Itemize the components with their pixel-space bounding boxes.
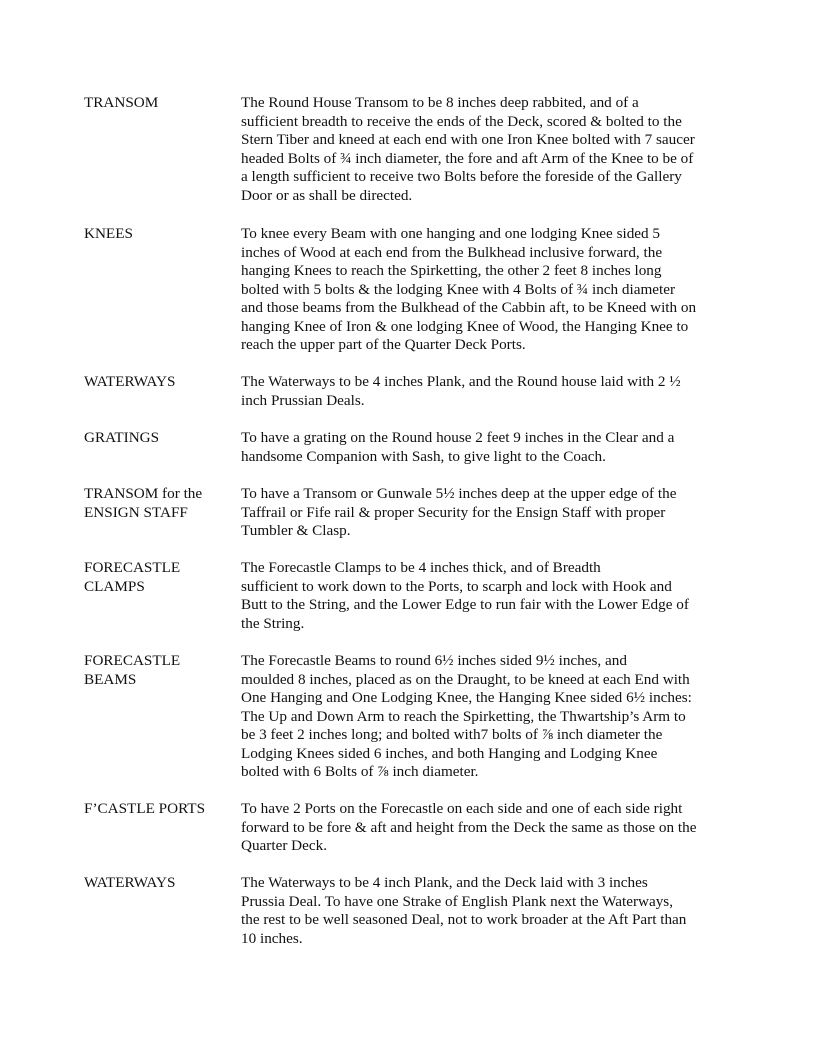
description-line: moulded 8 inches, placed as on the Draught, to be kneed at each End with	[241, 670, 690, 688]
entry-term: F’CASTLE PORTS	[84, 800, 206, 817]
description-line: reach the upper part of the Quarter Deck Ports.	[241, 336, 526, 353]
description-line: hanging Knees to reach the Spirketting, the other 2 feet 8 inches long	[241, 262, 662, 279]
description-line: inch Prussian Deals.	[241, 391, 365, 409]
entry-description	[241, 559, 741, 633]
description-line: 10 inches.	[241, 929, 303, 947]
entry-description	[241, 94, 741, 205]
description-line: To knee every Beam with one hanging and one lodging Knee sided 5	[241, 225, 661, 242]
description-line: and those beams from the Bulkhead of the Cabbin aft, to be Kneed with on	[241, 299, 697, 316]
entry-description	[241, 800, 741, 856]
description-line: forward to be fore & aft and height from the Deck the same as those on the	[241, 818, 697, 836]
entry-description	[241, 874, 741, 948]
description-line: The Waterways to be 4 inch Plank, and the Deck laid with 3 inches	[241, 874, 648, 891]
entry-term: GRATINGS	[84, 429, 160, 446]
description-line: be 3 feet 2 inches long; and bolted with7 bolts of ⅞ inch diameter the	[241, 726, 663, 743]
entry-description	[241, 652, 741, 782]
description-line: bolted with 6 Bolts of ⅞ inch diameter.	[241, 763, 479, 780]
description-line: The Forecastle Clamps to be 4 inches thick, and of Breadth	[241, 559, 601, 576]
description-line: To have a Transom or Gunwale 5½ inches deep at the upper edge of the	[241, 485, 677, 502]
entry-description	[241, 225, 741, 355]
entry-term: WATERWAYS	[84, 373, 176, 390]
description-line: Taffrail or Fife rail & proper Security for the Ensign Staff with proper	[241, 503, 666, 521]
entry-term: FORECASTLE CLAMPS	[84, 559, 181, 595]
description-line: sufficient breadth to receive the ends of the Deck, scored & bolted to the	[241, 112, 682, 130]
description-line: To have 2 Ports on the Forecastle on each side and one of each side right	[241, 800, 683, 817]
description-line: Tumbler & Clasp.	[241, 522, 351, 539]
description-line: The Waterways to be 4 inches Plank, and the Round house laid with 2 ½	[241, 373, 681, 390]
description-line: Butt to the String, and the Lower Edge to run fair with the Lower Edge of	[241, 596, 689, 613]
description-line: Door or as shall be directed.	[241, 186, 413, 204]
entry-term: KNEES	[84, 225, 133, 242]
description-line: a length sufficient to receive two Bolts before the foreside of the Gallery	[241, 168, 682, 185]
entry-description	[241, 429, 741, 466]
entry-description	[241, 485, 741, 541]
description-line: headed Bolts of ¾ inch diameter, the fore and aft Arm of the Knee to be of	[241, 149, 694, 167]
entry-term: WATERWAYS	[84, 874, 176, 891]
entry-term: FORECASTLE BEAMS	[84, 652, 181, 688]
description-line: the rest to be well seasoned Deal, not to work broader at the Aft Part than	[241, 911, 687, 928]
description-line: hanging Knee of Iron & one lodging Knee of Wood, the Hanging Knee to	[241, 317, 689, 335]
description-line: Lodging Knees sided 6 inches, and both Hanging and Lodging Knee	[241, 744, 658, 762]
description-line: sufficient to work down to the Ports, to scarph and lock with Hook and	[241, 577, 672, 595]
description-line: The Round House Transom to be 8 inches deep rabbited, and of a	[241, 94, 639, 111]
description-line: Quarter Deck.	[241, 837, 328, 854]
description-line: the String.	[241, 614, 305, 632]
description-line: One Hanging and One Lodging Knee, the Hanging Knee sided 6½ inches:	[241, 689, 692, 706]
entry-term: TRANSOM	[84, 94, 159, 111]
description-line: The Forecastle Beams to round 6½ inches sided 9½ inches, and	[241, 652, 627, 669]
description-line: The Up and Down Arm to reach the Spirketting, the Thwartship’s Arm to	[241, 707, 686, 725]
entry-description	[241, 373, 741, 410]
description-line: handsome Companion with Sash, to give light to the Coach.	[241, 447, 606, 465]
entry-term: TRANSOM for the ENSIGN STAFF	[84, 485, 203, 521]
description-line: Prussia Deal. To have one Strake of English Plank next the Waterways,	[241, 892, 674, 910]
description-line: bolted with 5 bolts & the lodging Knee with 4 Bolts of ¾ inch diameter	[241, 280, 676, 298]
description-line: Stern Tiber and kneed at each end with one Iron Knee bolted with 7 saucer	[241, 131, 695, 148]
description-line: inches of Wood at each end from the Bulkhead inclusive forward, the	[241, 243, 663, 261]
description-line: To have a grating on the Round house 2 feet 9 inches in the Clear and a	[241, 429, 675, 446]
